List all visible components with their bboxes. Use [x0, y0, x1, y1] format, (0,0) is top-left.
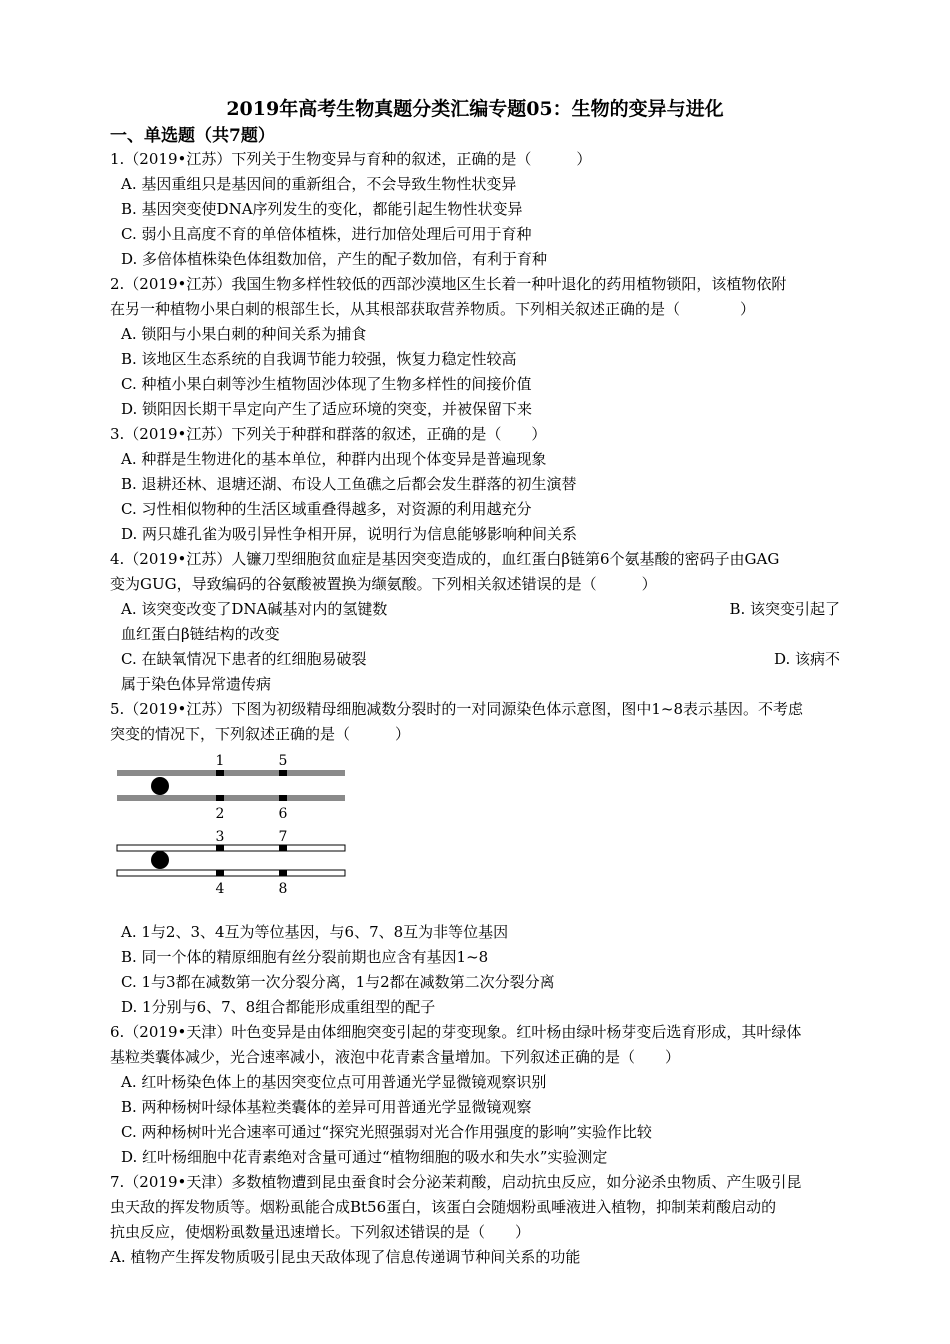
question-2-option-d: D. 锁阳因长期干旱定向产生了适应环境的突变，并被保留下来	[121, 400, 533, 418]
gene-label-6: 6	[278, 806, 288, 822]
question-6-stem-line-2: 基粒类囊体减少，光合速率减小，液泡中花青素含量增加。下列叙述正确的是（ ）	[110, 1048, 681, 1066]
chromatid-4	[117, 870, 345, 876]
question-4-option-c: C. 在缺氧情况下患者的红细胞易破裂	[121, 650, 367, 668]
question-3-stem: 3.（2019•江苏）下列关于种群和群落的叙述，正确的是（ ）	[110, 425, 547, 443]
gene-label-8: 8	[278, 881, 288, 897]
gene-mark-5	[279, 770, 287, 776]
question-1-option-c: C. 弱小且高度不育的单倍体植株，进行加倍处理后可用于育种	[121, 225, 532, 243]
gene-label-7: 7	[278, 829, 288, 845]
question-2-stem-line-2: 在另一种植物小果白刺的根部生长，从其根部获取营养物质。下列相关叙述正确的是（ ）	[110, 300, 756, 318]
gene-mark-4	[216, 870, 224, 876]
gene-mark-8	[279, 870, 287, 876]
gene-label-4: 4	[215, 881, 225, 897]
centromere-upper	[151, 777, 169, 795]
question-5-option-a: A. 1与2、3、4互为等位基因，与6、7、8互为非等位基因	[121, 923, 509, 941]
question-1-option-a: A. 基因重组只是基因间的重新组合，不会导致生物性状变异	[121, 175, 517, 193]
gene-mark-2	[216, 795, 224, 801]
question-5-option-b: B. 同一个体的精原细胞有丝分裂前期也应含有基因1~8	[121, 948, 489, 966]
gene-label-3: 3	[215, 829, 225, 845]
gene-label-1: 1	[215, 753, 225, 769]
question-5-option-d: D. 1分别与6、7、8组合都能形成重组型的配子	[121, 998, 436, 1016]
question-5-stem-line-2: 突变的情况下，下列叙述正确的是（ ）	[110, 725, 411, 743]
question-5-option-c: C. 1与3都在减数第一次分裂分离，1与2都在减数第二次分裂分离	[121, 973, 555, 991]
question-3-option-d: D. 两只雄孔雀为吸引异性争相开屏，说明行为信息能够影响种间关系	[121, 525, 578, 543]
question-6-option-a: A. 红叶杨染色体上的基因突变位点可用普通光学显微镜观察识别	[121, 1073, 547, 1091]
question-4-option-d-start: D. 该病不	[773, 650, 840, 668]
question-1-option-b: B. 基因突变使DNA序列发生的变化，都能引起生物性状变异	[121, 200, 523, 218]
question-7-option-a: A. 植物产生挥发物质吸引昆虫天敌体现了信息传递调节种间关系的功能	[110, 1248, 581, 1266]
question-6-option-d: D. 红叶杨细胞中花青素绝对含量可通过“植物细胞的吸水和失水”实验测定	[121, 1148, 608, 1166]
chromatid-1	[117, 770, 345, 776]
question-3-option-c: C. 习性相似物种的生活区域重叠得越多，对资源的利用越充分	[121, 500, 532, 518]
question-7-stem-line-2: 虫天敌的挥发物质等。烟粉虱能合成Bt56蛋白，该蛋白会随烟粉虱唾液进入植物，抑制茉莉酸启动的	[110, 1198, 777, 1216]
question-4-option-a: A. 该突变改变了DNA碱基对内的氢键数	[121, 600, 388, 618]
question-1-option-d: D. 多倍体植株染色体组数加倍，产生的配子数加倍，有利于育种	[121, 250, 548, 268]
chromatid-3	[117, 845, 345, 851]
gene-mark-7	[279, 845, 287, 851]
section-heading: 一、单选题（共7题）	[110, 126, 275, 146]
question-4-option-b-continued: 血红蛋白β链结构的改变	[121, 625, 280, 643]
question-4-stem-line-1: 4.（2019•江苏）人镰刀型细胞贫血症是基因突变造成的，血红蛋白β链第6个氨基酸的密码子由GAG	[110, 550, 780, 568]
gene-mark-1	[216, 770, 224, 776]
page-title: 2019年高考生物真题分类汇编专题05：生物的变异与进化	[226, 98, 724, 120]
question-2-option-c: C. 种植小果白刺等沙生植物固沙体现了生物多样性的间接价值	[121, 375, 532, 393]
question-4-stem-line-2: 变为GUG，导致编码的谷氨酸被置换为缬氨酸。下列相关叙述错误的是（ ）	[110, 575, 657, 593]
question-7-stem-line-3: 抗虫反应，使烟粉虱数量迅速增长。下列叙述错误的是（ ）	[110, 1223, 531, 1241]
question-2-stem-line-1: 2.（2019•江苏）我国生物多样性较低的西部沙漠地区生长着一种叶退化的药用植物锁阳，该植物依附	[110, 275, 787, 293]
gene-label-2: 2	[215, 806, 225, 822]
question-6-option-b: B. 两种杨树叶绿体基粒类囊体的差异可用普通光学显微镜观察	[121, 1098, 532, 1116]
question-5-stem-line-1: 5.（2019•江苏）下图为初级精母细胞减数分裂时的一对同源染色体示意图，图中1~8表示基因。不考虑	[110, 700, 803, 718]
question-4-option-d-continued: 属于染色体异常遗传病	[121, 675, 272, 693]
question-6-option-c: C. 两种杨树叶光合速率可通过“探究光照强弱对光合作用强度的影响”实验作比较	[121, 1123, 652, 1141]
question-4-option-b-start: B. 该突变引起了	[729, 600, 840, 618]
chromatid-2	[117, 795, 345, 801]
question-1-stem: 1.（2019•江苏）下列关于生物变异与育种的叙述，正确的是（ ）	[110, 150, 592, 168]
question-2-option-b: B. 该地区生态系统的自我调节能力较强，恢复力稳定性较高	[121, 350, 517, 368]
question-3-option-b: B. 退耕还林、退塘还湖、布设人工鱼礁之后都会发生群落的初生演替	[121, 475, 577, 493]
question-3-option-a: A. 种群是生物进化的基本单位，种群内出现个体变异是普遍现象	[121, 450, 547, 468]
gene-label-5: 5	[278, 753, 288, 769]
gene-mark-6	[279, 795, 287, 801]
gene-mark-3	[216, 845, 224, 851]
question-7-stem-line-1: 7.（2019•天津）多数植物遭到昆虫蚕食时会分泌茉莉酸，启动抗虫反应，如分泌杀虫物质、产生吸引昆	[110, 1173, 802, 1191]
centromere-lower	[151, 851, 169, 869]
question-2-option-a: A. 锁阳与小果白刺的种间关系为捕食	[121, 325, 367, 343]
question-6-stem-line-1: 6.（2019•天津）叶色变异是由体细胞突变引起的芽变现象。红叶杨由绿叶杨芽变后选育形成，其叶绿体	[110, 1023, 802, 1041]
